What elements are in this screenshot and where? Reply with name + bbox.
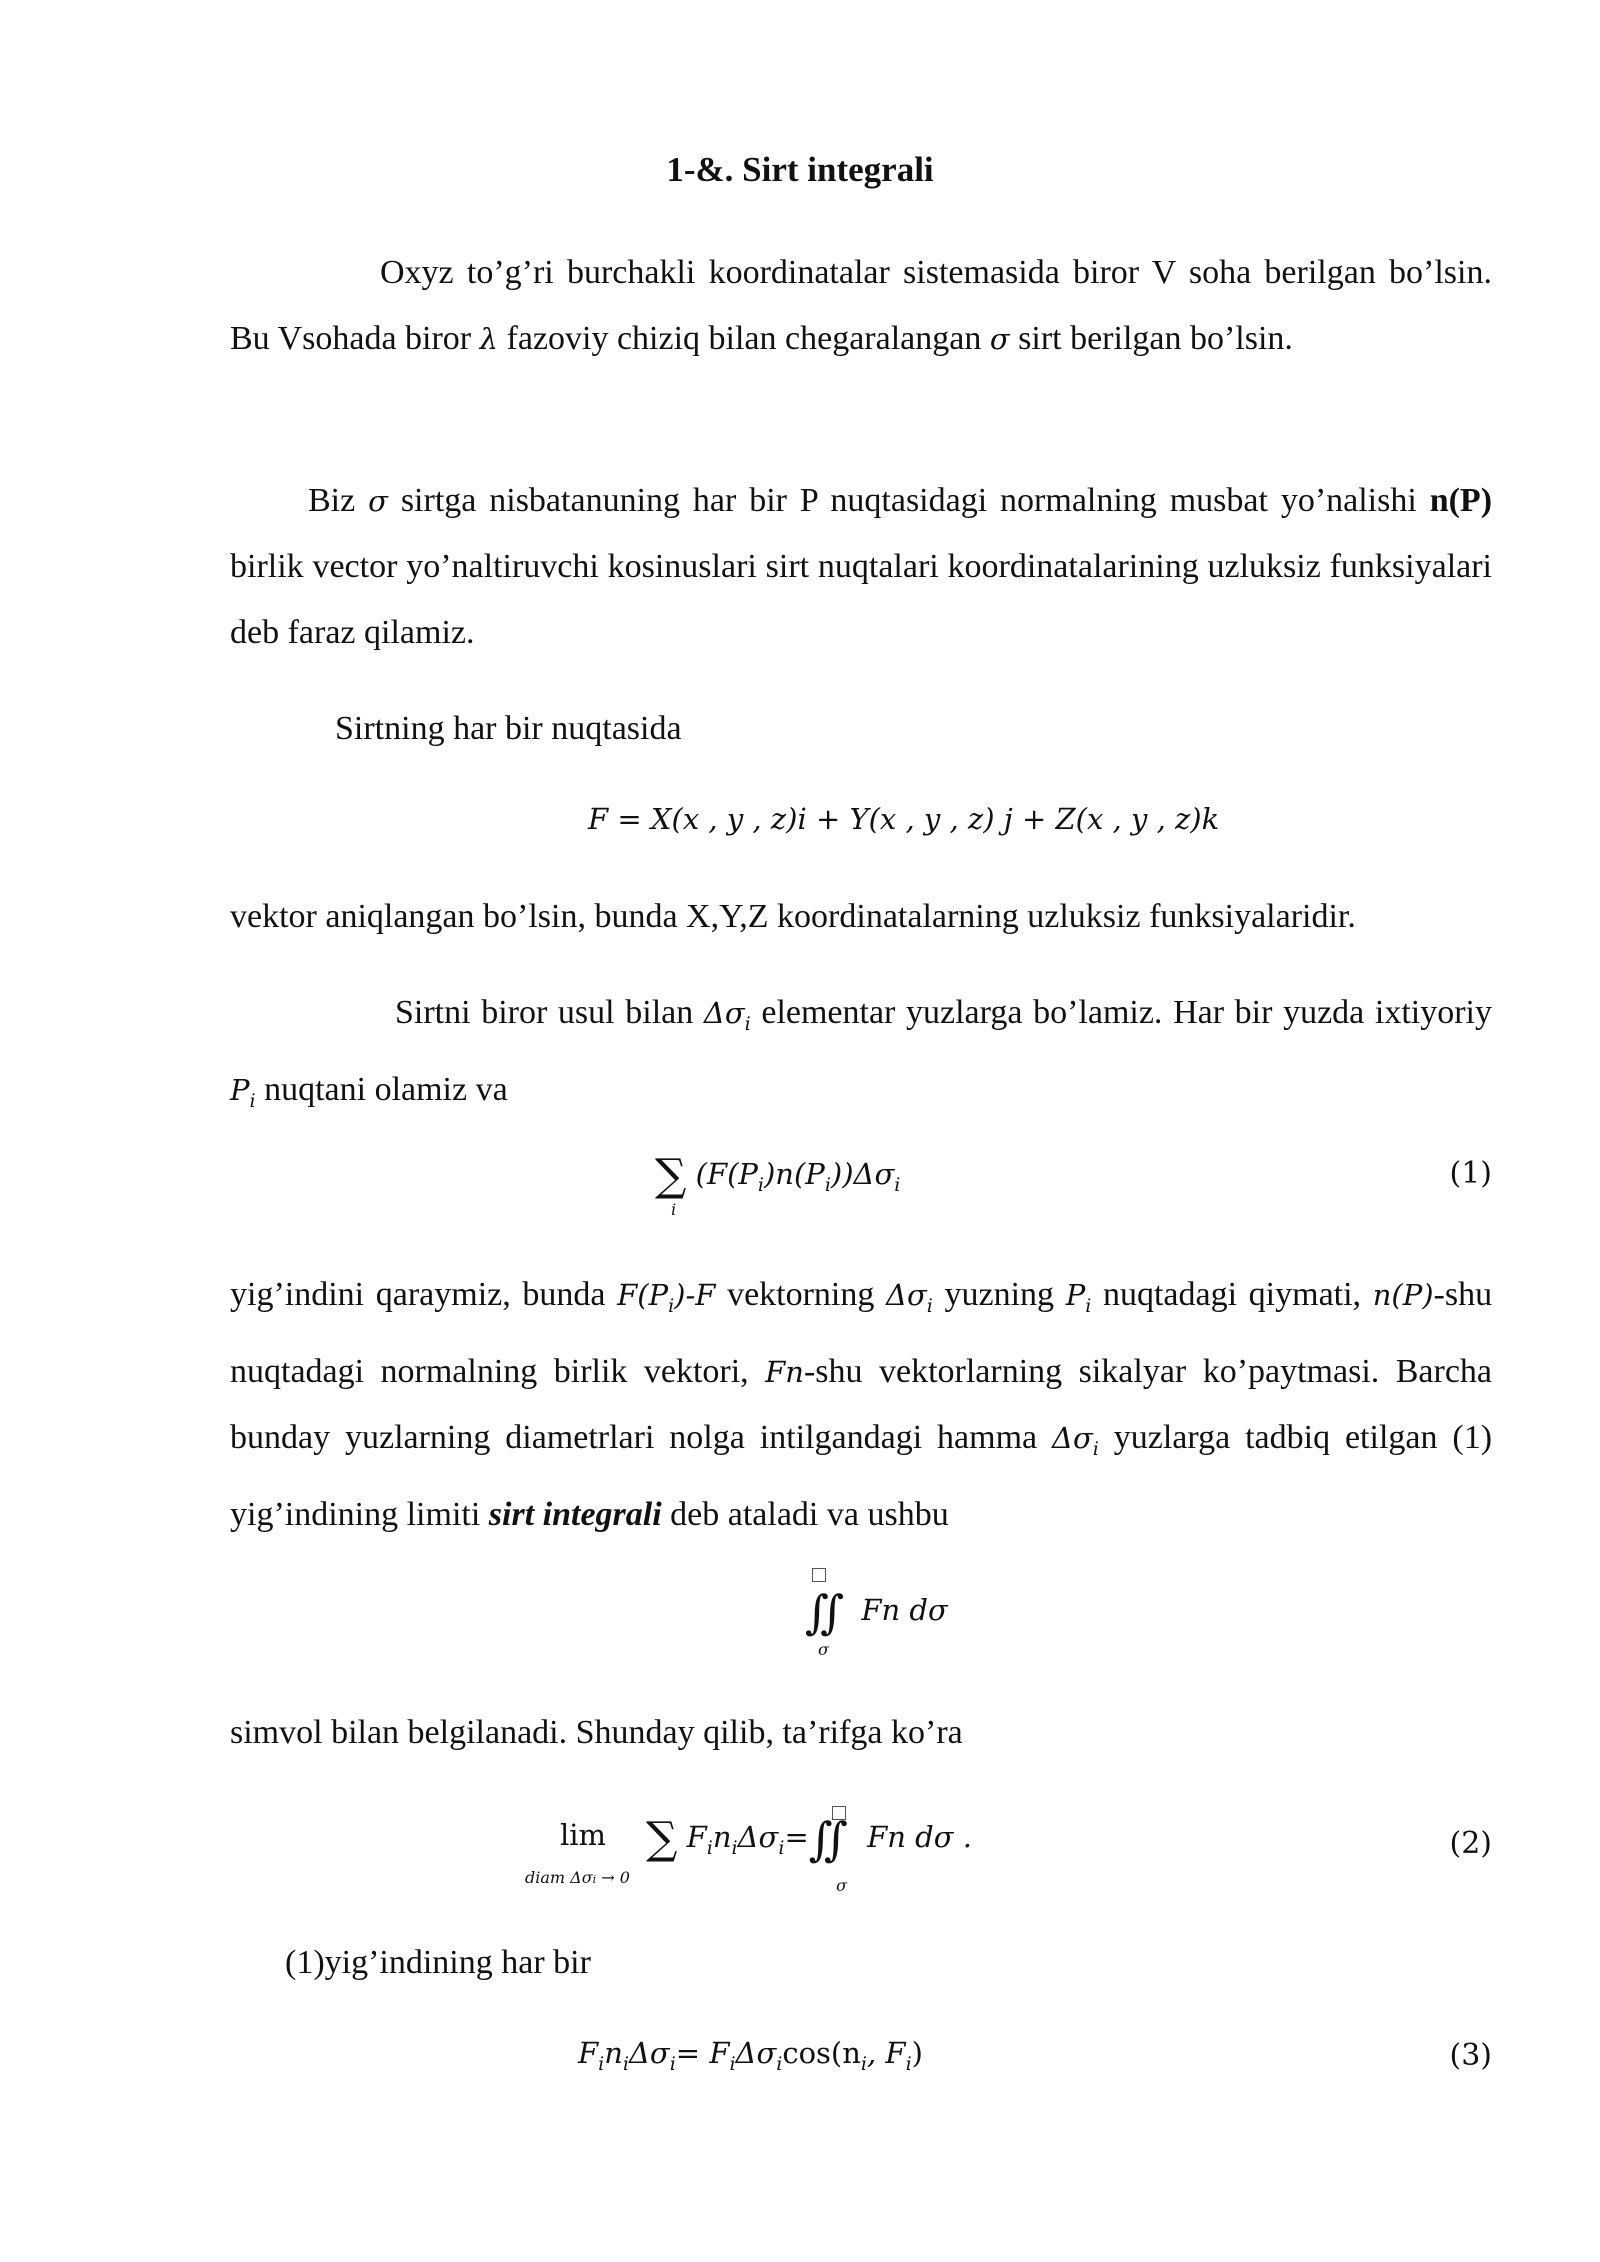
sirt-integrali-term: sirt integrali [488,1496,662,1533]
n-of-p: n(P) [1372,1278,1434,1312]
p1-text-b: fazoviy chiziq bilan chegaralangan [506,320,982,357]
paragraph-4 [230,884,1492,950]
paragraph-2 [230,468,1492,666]
paragraph-8: (1)yig’indining har bir [285,1944,591,1981]
paragraph-7: simvol bilan belgilanadi. Shunday qilib, ta’rifga ko’ra [230,1714,963,1751]
sigma-symbol: σ [368,484,388,518]
equation-number-1: (1) [1449,1156,1492,1191]
sum-symbol: ∑ [646,1813,678,1864]
paragraph-6: yig’indini qaraymiz, bunda $F(P_i)-F$ vektorning $\Delta\sigma_i$ yuzning $P_i$ nuqtadagi qiymati, n(P)-shu nuqtadagi normalning birlik vektori, Fn-shu vektorlarning sikalyar ko’paytmasi. Barcha bunday yuzlarning diametrlari nolga intilgandagi hamma $\Delta\sigma_i$ yuzlarga tadbiq etilgan (1) yig’indining limiti sirt integrali deb ataladi va ushbu [230,1276,1493,1533]
surface-integral: ∬ Fn dσ [805,1585,948,1639]
p5-text-c: nuqtani olamiz va [264,1071,508,1108]
point-pi: $P_i$ [230,1073,256,1112]
p5-text-a: Sirtni biror usul bilan [395,994,694,1031]
equation-1: ∑ $(F(P_i)n(P_i))\Delta\sigma_i$ [655,1150,901,1201]
sum-subscript: i [671,1200,677,1219]
point-pi: $P_i$ [1065,1278,1092,1317]
lambda-symbol: λ [479,322,499,356]
page-title: 1-&. Sirt integrali [666,150,934,189]
integral-subscript: σ [836,1876,847,1895]
p4-text: vektor aniqlangan bo’lsin, bunda X,Y,Z koordinatalarning uzluksiz funksiyalaridir. [230,898,1356,935]
equation-2: ∑ $F_in_i\Delta\sigma_i=∬$ Fn dσ . [646,1812,972,1866]
equation-3: $F_in_i\Delta\sigma_i= F_i\Delta\sigma_i\cos(n_i$, $F_i$) [578,2036,923,2075]
equation-number-2: (2) [1449,1826,1492,1861]
delta-sigma-i: $\Delta\sigma_i$ [886,1278,933,1317]
fn-symbol: Fn [765,1355,804,1389]
double-integral-symbol: ∬ [805,1585,827,1639]
placeholder-box-icon [812,1568,826,1582]
p2-bold-np: n(P) [1429,482,1493,519]
p1-text-c: sirt berilgan bo’lsin. [1018,320,1293,357]
lim-word: lim [560,1818,607,1852]
p2-text-a: Biz [308,482,356,519]
p3-text: Sirtning har bir nuqtasida [335,710,682,747]
equation-vector-f: F = X(x , y , z)i + Y(x , y , z) j + Z(x , y , z)k [588,802,1220,836]
p1-text-a: Oxyz to’g’ri burchakli koordinatalar sistemasida biror V soha berilgan bo’lsin. Bu Vsohada biror [230,254,1492,357]
paragraph-5 [230,980,1492,1134]
p2-text-c: birlik vector yo’naltiruvchi kosinuslari sirt nuqtalari koordinatalarining uzluksiz funksiyalari deb faraz qilamiz. [230,548,1492,651]
delta-sigma-i: $\Delta\sigma_i$ [703,996,751,1035]
f-of-pi: $F(P_i)-F$ [617,1278,716,1317]
paragraph-3 [230,696,1492,762]
double-integral-symbol: ∬ [808,1812,830,1866]
lim-subscript: diam Δσi → 0 [525,1868,630,1887]
equation-number-3: (3) [1449,2038,1492,2073]
sum-symbol: ∑ [655,1150,687,1201]
p2-text-b: sirtga nisbatanuning har bir P nuqtasidagi normalning musbat yo’nalishi [400,482,1417,519]
p5-text-b: elementar yuzlarga bo’lamiz. Har bir yuzda ixtiyoriy [761,994,1493,1031]
paragraph-1 [230,240,1492,372]
integral-subscript: σ [818,1640,829,1659]
sigma-symbol: σ [989,322,1010,356]
placeholder-box-icon [832,1806,846,1820]
delta-sigma-i: $\Delta\sigma_i$ [1052,1421,1099,1460]
